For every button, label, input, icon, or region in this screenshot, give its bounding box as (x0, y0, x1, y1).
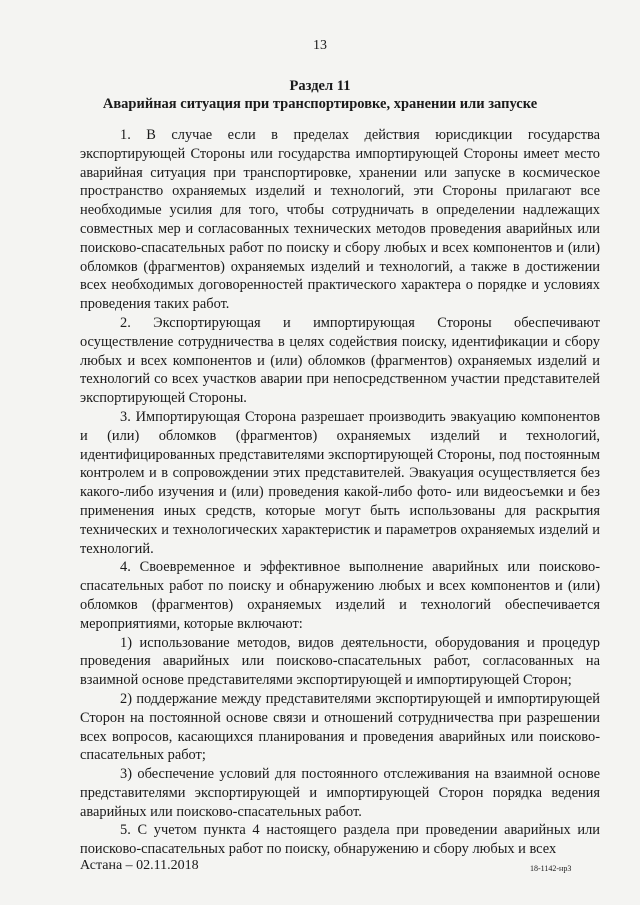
list-item-1: 1) использование методов, видов деятельности, оборудования и процедур проведения аварийных или поисково-спасательных работ, согласованных на взаимной основе представителями экспортирующей и импортирующей Сторон; (80, 634, 600, 689)
list-item-2: 2) поддержание между представителями экспортирующей и импортирующей Сторон на постоянной основе связи и отношений сотрудничества при разрешении всех вопросов, касающихся планирования и проведения аварийных или поисково-спасательных работ; (80, 690, 600, 764)
paragraph-5: 5. С учетом пункта 4 настоящего раздела при проведении аварийных или поисково-спасательных работ по поиску, обнаружению и сбору любых и всех (80, 822, 600, 858)
section-subtitle: Аварийная ситуация при транспортировке, хранении или запуске (102, 96, 538, 112)
paragraph-4: 4. Своевременное и эффективное выполнение аварийных или поисково-спасательных работ по поиску и обнаружению любых и всех компонентов и (или) обломков (фрагментов) охраняемых изделий и технологий обеспечивается мероприятиями, которые включают: (80, 559, 600, 632)
paragraph-2: 2. Экспортирующая и импортирующая Стороны обеспечивают осуществление сотрудничества в целях содействия поиску, идентификации и сбору любых и всех компонентов и (или) обломков (фрагментов) охраняемых изделий и технологий со всех участков аварии при непосредственном участии представителей экспортирующей Стороны. (80, 314, 600, 407)
section-title: Раздел 11 (289, 78, 351, 94)
page-number: 13 (313, 38, 327, 53)
document-body (80, 126, 600, 859)
list-item-3: 3) обеспечение условий для постоянного отслеживания на взаимной основе представителями экспортирующей и импортирующей Сторон порядка ведения аварийных или поисково-спасательных работ. (80, 766, 600, 820)
footer-doc-code: 18-1142-нр3 (530, 864, 572, 873)
paragraph-1: 1. В случае если в пределах действия юрисдикции государства экспортирующей Стороны или государства импортирующей Стороны имеет место аварийная ситуация при транспортировке, хранении или запуске в космическое пространство охраняемых изделий и технологий, эти Стороны прилагают все необходимые усилия для того, чтобы сотрудничать в определении надлежащих совместных мер и согласованных технических методов проведения аварийных или поисково-спасательных работ по поиску и сбору любых и всех компонентов и (или) обломков (фрагментов) охраняемых изделий и технологий, а также в достижении всех необходимых договоренностей практического характера о порядке и условиях проведения таких работ. (80, 127, 600, 313)
footer-place-date: Астана – 02.11.2018 (80, 858, 199, 873)
paragraph-3: 3. Импортирующая Сторона разрешает производить эвакуацию компонентов и (или) обломков (фрагментов) охраняемых изделий и технологий, идентифицированных представителями экспортирующей Стороны, под постоянным контролем и в сопровождении этих представителей. Эвакуация осуществляется без какого-либо изучения и (или) проведения какой-либо фото- или видеосъемки и без применения иных средств, которые могут быть использованы для раскрытия технических и технологических характеристик и параметров охраняемых изделий и технологий. (80, 408, 600, 557)
